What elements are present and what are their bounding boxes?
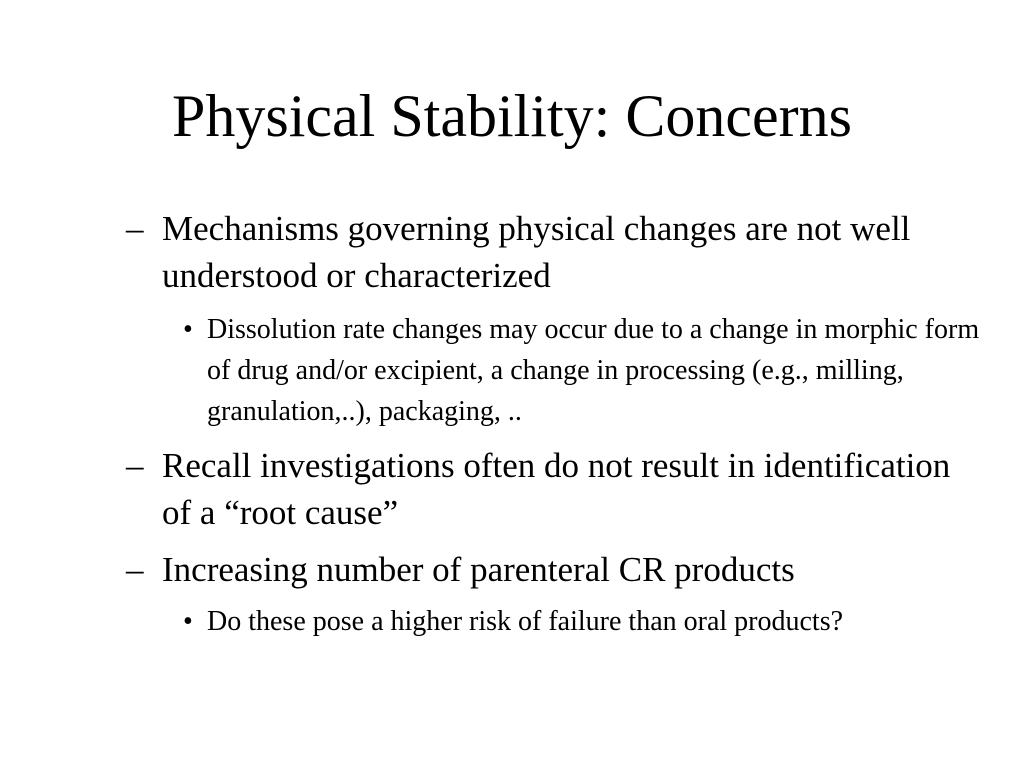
dash-marker: – xyxy=(126,446,144,485)
bullet-item xyxy=(126,205,966,299)
sub-bullet-item xyxy=(183,309,983,432)
dash-marker: – xyxy=(126,550,144,589)
bullet-marker: • xyxy=(183,606,193,637)
sub-bullet-item xyxy=(183,601,843,642)
sub-bullet-text: Dissolution rate changes may occur due to a change in morphic form of drug and/or excipient, a change in processing (e.g., milling, granulation,..), packaging, .. xyxy=(207,314,980,427)
bullet-text: Recall investigations often do not result in identification of a “root cause” xyxy=(162,446,951,532)
bullet-text: Increasing number of parenteral CR products xyxy=(162,550,795,589)
bullet-text: Mechanisms governing physical changes are not well understood or characterized xyxy=(162,209,911,295)
bullet-item xyxy=(126,442,966,536)
dash-marker: – xyxy=(126,209,144,248)
bullet-marker: • xyxy=(183,314,193,345)
slide-title: Physical Stability: Concerns xyxy=(172,83,852,149)
bullet-item xyxy=(126,546,966,593)
sub-bullet-text: Do these pose a higher risk of failure than oral products? xyxy=(207,606,844,637)
